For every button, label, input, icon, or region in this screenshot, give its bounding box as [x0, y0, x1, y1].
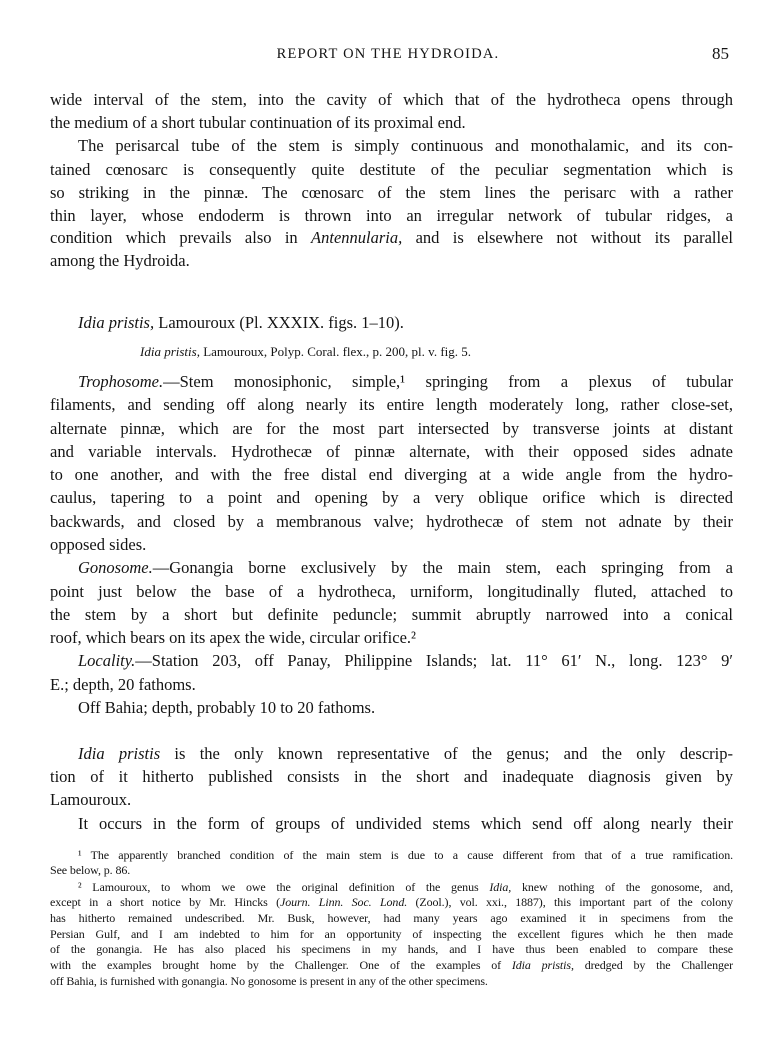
text-segment: See below, p. 86.: [50, 863, 131, 877]
text-segment: filaments, and sending off along nearly its entire length moderately long, rather close-set,: [50, 394, 733, 414]
text-segment: Lamouroux (Pl. XXXIX. figs. 1–10).: [154, 312, 404, 332]
locality-heading-line: [78, 649, 733, 672]
text-segment: (Zool.), vol. xxi., 1887), this important part of the colony: [407, 895, 733, 909]
text-segment: among the Hydroida.: [50, 250, 190, 270]
body-line: [50, 88, 733, 111]
text-segment: is the only known representative of the genus; and the only descrip-: [160, 743, 733, 763]
footnote-line: [50, 926, 733, 942]
text-segment: knew nothing of the gonosome, and,: [511, 880, 733, 894]
body-line: [50, 417, 733, 440]
body-line: [50, 181, 733, 204]
body-line: [78, 696, 733, 719]
text-segment: —Gonangia borne exclusively by the main stem, each springing from a: [152, 557, 733, 577]
footnote-line: [50, 862, 733, 878]
text-segment: so striking in the pinnæ. The cœnosarc of the stem lines the perisarc with a rather: [50, 182, 733, 202]
text-segment: has hitherto remained undescribed. Mr. Busk, however, had many years ago examined it in specimens from the: [50, 911, 733, 925]
text-segment: caulus, tapering to a point and opening by a very oblique orifice which is directed: [50, 487, 733, 507]
body-line: [50, 158, 733, 181]
italic-text: Gonosome.: [78, 557, 153, 577]
text-segment: the medium of a short tubular continuation of its proximal end.: [50, 112, 466, 132]
text-segment: roof, which bears on its apex the wide, circular orifice.²: [50, 627, 416, 647]
text-segment: E.; depth, 20 fathoms.: [50, 674, 196, 694]
body-line: [50, 463, 733, 486]
footnote-line: [50, 973, 733, 989]
text-segment: opposed sides.: [50, 534, 147, 554]
text-segment: backwards, and closed by a membranous valve; hydrothecæ of stem not adnate by their: [50, 511, 733, 531]
text-segment: of the gonangia. He has also placed his specimens in my hands, and I have thus been enabled to compare these: [50, 942, 733, 956]
italic-text: Idia,: [489, 880, 512, 894]
text-segment: tion of it hitherto published consists in the short and inadequate diagnosis given by: [50, 766, 733, 786]
body-line: [50, 226, 733, 249]
page-number: 85: [712, 44, 729, 63]
body-line: [50, 111, 733, 134]
paragraph-start: [78, 812, 733, 835]
body-line: [50, 626, 733, 649]
footnote-line: [50, 910, 733, 926]
body-line: [50, 204, 733, 227]
text-segment: off Bahia, is furnished with gonangia. No gonosome is present in any of the other specimens.: [50, 974, 488, 988]
text-segment: tained cœnosarc is consequently quite destitute of the peculiar segmentation which is: [50, 159, 733, 179]
text-segment: ¹ The apparently branched condition of the main stem is due to a cause different from that of a true ramification.: [78, 848, 733, 862]
italic-text: Locality.: [78, 650, 136, 670]
body-line: [50, 486, 733, 509]
paragraph-start: [78, 742, 733, 765]
gonosome-heading-line: [78, 556, 733, 579]
text-segment: the stem by a short but definite peduncle; summit abruptly narrowed into a conical: [50, 604, 733, 624]
text-segment: with the examples brought home by the Challenger. One of the examples of: [50, 958, 512, 972]
italic-text: Idia pristis: [78, 743, 161, 763]
footnote-2: [78, 879, 733, 895]
body-line: [50, 603, 733, 626]
body-line: [50, 673, 733, 696]
text-segment: The perisarcal tube of the stem is simply continuous and monothalamic, and its con-: [78, 135, 733, 155]
text-segment: point just below the base of a hydrotheca, urniform, longitudinally fluted, attached to: [50, 581, 733, 601]
paragraph-start: [78, 134, 733, 157]
text-segment: Lamouroux.: [50, 789, 132, 809]
text-segment: —Station 203, off Panay, Philippine Islands; lat. 11° 61′ N., long. 123° 9′: [135, 650, 733, 670]
running-head: REPORT ON THE HYDROIDA.: [276, 46, 500, 62]
footnote-line: [50, 894, 733, 910]
italic-text: Journ. Linn. Soc. Lond.: [280, 895, 408, 909]
text-segment: Off Bahia; depth, probably 10 to 20 fathoms.: [78, 697, 376, 717]
footnote-line: [50, 941, 733, 957]
text-segment: except in a short notice by Mr. Hincks (: [50, 895, 281, 909]
italic-text: Trophosome.: [78, 371, 164, 391]
italic-text: Idia pristis,: [140, 343, 200, 359]
text-segment: It occurs in the form of groups of undivided stems which send off along nearly their: [78, 813, 733, 833]
text-segment: wide interval of the stem, into the cavity of which that of the hydrotheca opens through: [50, 89, 733, 109]
footnote-1: [78, 847, 733, 863]
text-segment: to one another, and with the free distal end diverging at a wide angle from the hydro-: [50, 464, 733, 484]
body-line: [50, 440, 733, 463]
text-segment: ² Lamouroux, to whom we owe the original definition of the genus: [78, 880, 490, 894]
species-heading: [78, 311, 733, 334]
text-segment: and is elsewhere not without its parallel: [402, 227, 733, 247]
synonymy-citation: [140, 340, 700, 363]
text-segment: dredged by the Challenger: [573, 958, 734, 972]
text-segment: Lamouroux, Polyp. Coral. flex., p. 200, pl. v. fig. 5.: [199, 343, 472, 359]
footnote-line: [50, 957, 733, 973]
italic-text: Idia pristis,: [511, 958, 574, 972]
body-line: [50, 249, 733, 272]
italic-text: Antennularia,: [311, 227, 403, 247]
body-line: [50, 510, 733, 533]
body-line: [50, 765, 733, 788]
text-segment: Persian Gulf, and I am indebted to him for an opportunity of inspecting the excellent figures which he then made: [50, 927, 733, 941]
italic-text: Idia pristis,: [78, 312, 155, 332]
trophosome-heading-line: [78, 370, 733, 393]
text-segment: condition which prevails also in: [50, 227, 312, 247]
body-line: [50, 393, 733, 416]
body-line: [50, 580, 733, 603]
text-segment: —Stem monosiphonic, simple,¹ springing from a plexus of tubular: [163, 371, 733, 391]
body-line: [50, 788, 733, 811]
text-segment: alternate pinnæ, which are for the most part intersected by transverse joints at distant: [50, 418, 733, 438]
text-segment: and variable intervals. Hydrothecæ of pinnæ alternate, with their opposed sides adnate: [50, 441, 733, 461]
body-line: [50, 533, 733, 556]
text-segment: thin layer, whose endoderm is thrown into an irregular network of tubular ridges, a: [50, 205, 733, 225]
